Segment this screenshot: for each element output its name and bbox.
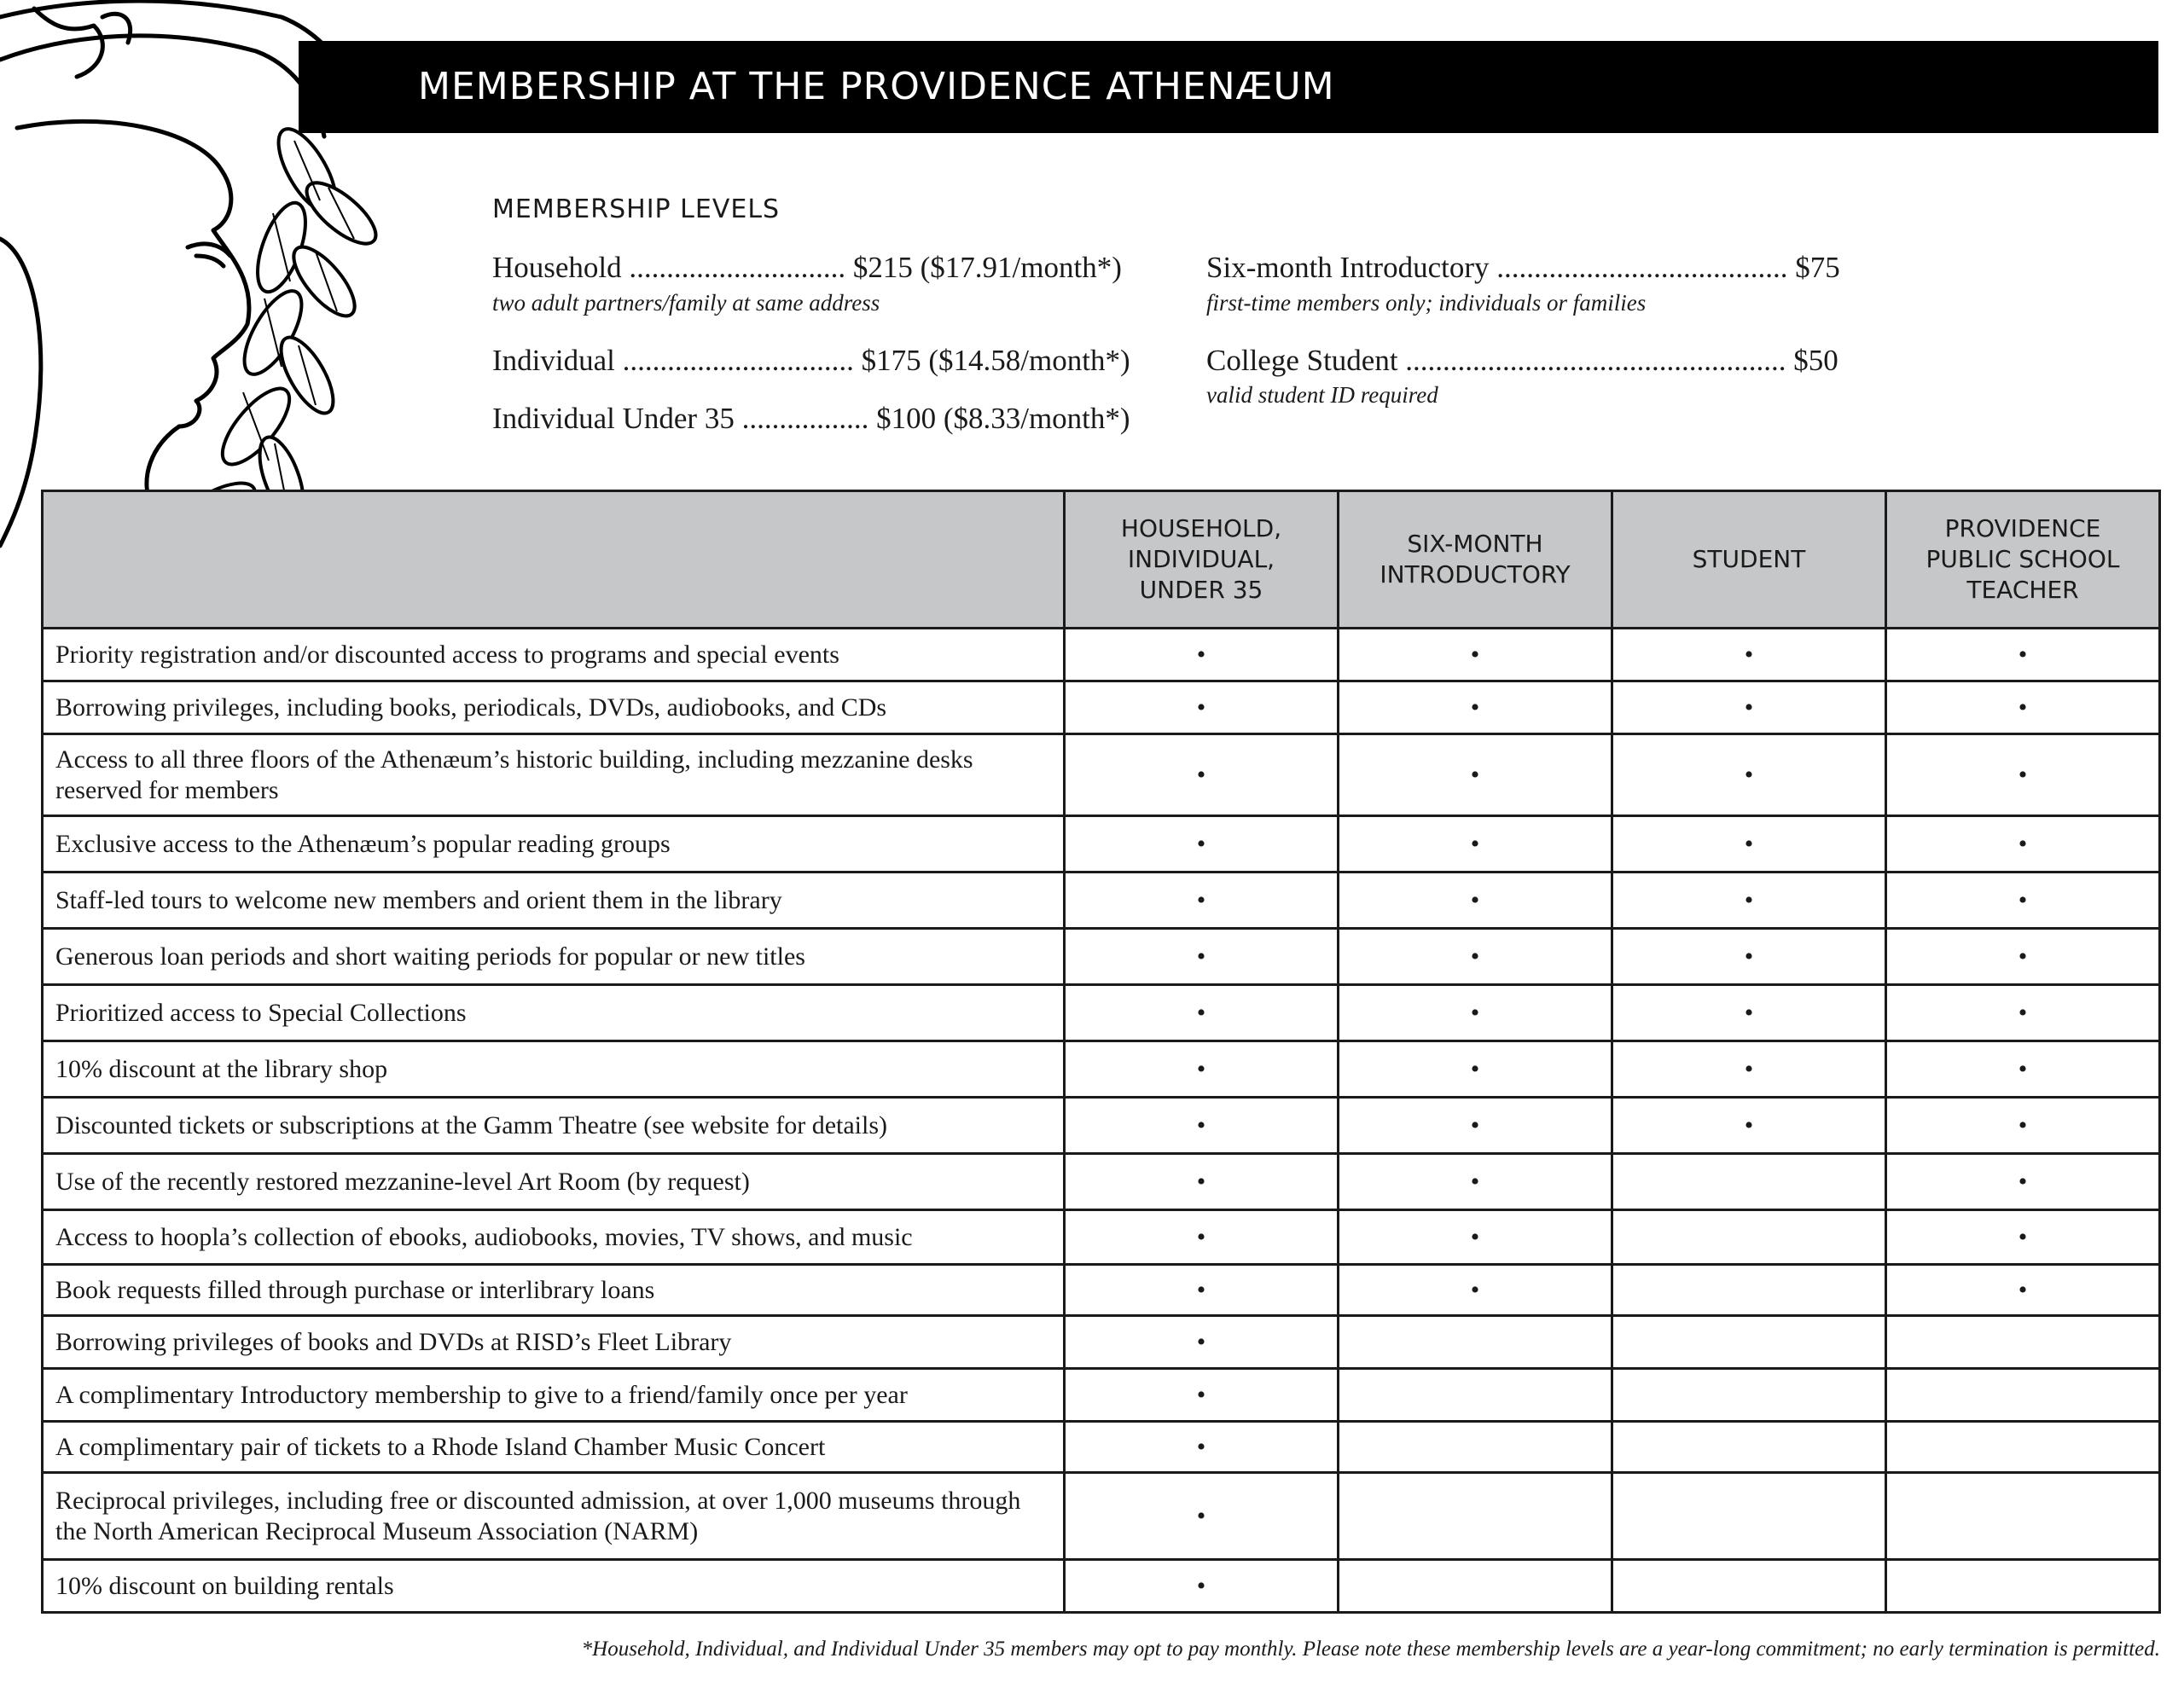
level-college-student: College Student ................................................... $50 — [1206, 344, 1838, 377]
bullet-mark: • — [1065, 1422, 1339, 1473]
bullet-mark: • — [1886, 1154, 2160, 1210]
header-household: HOUSEHOLD, INDIVIDUAL, UNDER 35 — [1065, 491, 1339, 629]
bullet-mark: • — [1612, 985, 1886, 1041]
header-benefit — [43, 491, 1065, 629]
empty-cell — [1886, 1369, 2160, 1422]
benefit-cell: Book requests filled through purchase or interlibrary loans — [43, 1265, 1065, 1316]
bullet-mark: • — [1065, 1154, 1339, 1210]
empty-cell — [1612, 1369, 1886, 1422]
empty-cell — [1612, 1560, 1886, 1613]
bullet-mark: • — [1886, 629, 2160, 681]
bullet-mark: • — [1339, 929, 1612, 985]
bullet-mark: • — [1339, 681, 1612, 734]
bullet-mark: • — [1886, 681, 2160, 734]
bullet-mark: • — [1886, 1210, 2160, 1265]
bullet-mark: • — [1339, 1154, 1612, 1210]
bullet-mark: • — [1339, 629, 1612, 681]
empty-cell — [1339, 1560, 1612, 1613]
empty-cell — [1339, 1369, 1612, 1422]
empty-cell — [1612, 1316, 1886, 1369]
bullet-mark: • — [1065, 985, 1339, 1041]
level-college-student-note: valid student ID required — [1206, 382, 1438, 408]
bullet-mark: • — [1612, 1041, 1886, 1098]
benefit-rows — [43, 629, 2160, 1613]
benefit-cell: Discounted tickets or subscriptions at the Gamm Theatre (see website for details) — [43, 1098, 1065, 1154]
header-student: STUDENT — [1612, 491, 1886, 629]
empty-cell — [1612, 1422, 1886, 1473]
table-row — [43, 1210, 2160, 1265]
benefit-cell: Prioritized access to Special Collections — [43, 985, 1065, 1041]
table-row — [43, 1560, 2160, 1613]
benefits-table — [41, 490, 2161, 1614]
bullet-mark: • — [1612, 681, 1886, 734]
table-row — [43, 1422, 2160, 1473]
bullet-mark: • — [1065, 734, 1339, 816]
table-row — [43, 1041, 2160, 1098]
bullet-mark: • — [1339, 1098, 1612, 1154]
bullet-mark: • — [1065, 1098, 1339, 1154]
bullet-mark: • — [1065, 1316, 1339, 1369]
table-row — [43, 629, 2160, 681]
empty-cell — [1886, 1422, 2160, 1473]
bullet-mark: • — [1065, 629, 1339, 681]
benefit-cell: Access to all three floors of the Athenæum’s historic building, including mezzanine desks reserved for members — [43, 734, 1065, 816]
bullet-mark: • — [1065, 872, 1339, 929]
bullet-mark: • — [1065, 681, 1339, 734]
bullet-mark: • — [1065, 1369, 1339, 1422]
bullet-mark: • — [1612, 872, 1886, 929]
benefit-cell: 10% discount at the library shop — [43, 1041, 1065, 1098]
table-row — [43, 681, 2160, 734]
bullet-mark: • — [1065, 1473, 1339, 1560]
benefit-cell: A complimentary Introductory membership to give to a friend/family once per year — [43, 1369, 1065, 1422]
footnote: *Household, Individual, and Individual Under 35 members may opt to pay monthly. Please note these membership levels are a year-long commitment; no early termination is permitted. — [581, 1638, 2160, 1661]
empty-cell — [1612, 1210, 1886, 1265]
level-individual-under-35: Individual Under 35 ................. $100 ($8.33/month*) — [492, 402, 1130, 435]
table-row — [43, 929, 2160, 985]
benefit-cell: A complimentary pair of tickets to a Rhode Island Chamber Music Concert — [43, 1422, 1065, 1473]
empty-cell — [1339, 1316, 1612, 1369]
bullet-mark: • — [1339, 1265, 1612, 1316]
title-banner — [299, 41, 2158, 133]
bullet-mark: • — [1065, 816, 1339, 872]
bullet-mark: • — [1612, 1098, 1886, 1154]
bullet-mark: • — [1612, 816, 1886, 872]
table-row — [43, 1265, 2160, 1316]
empty-cell — [1339, 1422, 1612, 1473]
benefit-cell: Exclusive access to the Athenæum’s popular reading groups — [43, 816, 1065, 872]
table-row — [43, 1316, 2160, 1369]
table-row — [43, 1369, 2160, 1422]
bullet-mark: • — [1886, 872, 2160, 929]
bullet-mark: • — [1339, 816, 1612, 872]
empty-cell — [1886, 1560, 2160, 1613]
benefit-cell: Use of the recently restored mezzanine-level Art Room (by request) — [43, 1154, 1065, 1210]
bullet-mark: • — [1886, 1041, 2160, 1098]
bullet-mark: • — [1886, 1265, 2160, 1316]
table-row — [43, 734, 2160, 816]
bullet-mark: • — [1065, 1210, 1339, 1265]
table-row — [43, 816, 2160, 872]
bullet-mark: • — [1339, 1041, 1612, 1098]
table-row — [43, 872, 2160, 929]
level-household-note: two adult partners/family at same address — [492, 290, 880, 316]
bullet-mark: • — [1612, 929, 1886, 985]
empty-cell — [1612, 1154, 1886, 1210]
benefit-cell: Borrowing privileges of books and DVDs at RISD’s Fleet Library — [43, 1316, 1065, 1369]
bullet-mark: • — [1339, 734, 1612, 816]
level-six-month: Six-month Introductory ....................................... $75 — [1206, 251, 1840, 284]
bullet-mark: • — [1339, 872, 1612, 929]
benefit-cell: Staff-led tours to welcome new members and orient them in the library — [43, 872, 1065, 929]
membership-levels-heading: MEMBERSHIP LEVELS — [492, 194, 781, 224]
bullet-mark: • — [1886, 985, 2160, 1041]
empty-cell — [1612, 1473, 1886, 1560]
table-row — [43, 1154, 2160, 1210]
benefit-cell: 10% discount on building rentals — [43, 1560, 1065, 1613]
benefit-cell: Access to hoopla’s collection of ebooks, audiobooks, movies, TV shows, and music — [43, 1210, 1065, 1265]
empty-cell — [1886, 1316, 2160, 1369]
benefit-cell: Generous loan periods and short waiting periods for popular or new titles — [43, 929, 1065, 985]
bullet-mark: • — [1065, 1041, 1339, 1098]
benefit-cell: Borrowing privileges, including books, periodicals, DVDs, audiobooks, and CDs — [43, 681, 1065, 734]
bullet-mark: • — [1065, 1265, 1339, 1316]
table-row — [43, 1098, 2160, 1154]
header-six-month: SIX-MONTH INTRODUCTORY — [1339, 491, 1612, 629]
bullet-mark: • — [1339, 985, 1612, 1041]
bullet-mark: • — [1886, 929, 2160, 985]
level-six-month-note: first-time members only; individuals or families — [1206, 290, 1647, 316]
empty-cell — [1339, 1473, 1612, 1560]
bullet-mark: • — [1886, 734, 2160, 816]
bullet-mark: • — [1065, 929, 1339, 985]
bullet-mark: • — [1612, 629, 1886, 681]
bullet-mark: • — [1065, 1560, 1339, 1613]
table-row — [43, 985, 2160, 1041]
level-individual: Individual ............................... $175 ($14.58/month*) — [492, 344, 1130, 377]
bullet-mark: • — [1339, 1210, 1612, 1265]
bullet-mark: • — [1886, 816, 2160, 872]
table-row — [43, 1473, 2160, 1560]
empty-cell — [1612, 1265, 1886, 1316]
header-teacher: PROVIDENCE PUBLIC SCHOOL TEACHER — [1886, 491, 2160, 629]
page-title: MEMBERSHIP AT THE PROVIDENCE ATHENÆUM — [418, 65, 1335, 108]
bullet-mark: • — [1886, 1098, 2160, 1154]
benefit-cell: Priority registration and/or discounted access to programs and special events — [43, 629, 1065, 681]
bullet-mark: • — [1612, 734, 1886, 816]
empty-cell — [1886, 1473, 2160, 1560]
benefit-cell: Reciprocal privileges, including free or discounted admission, at over 1,000 museums through the North American Reciprocal Museum Association (NARM) — [43, 1473, 1065, 1560]
level-household: Household ............................. $215 ($17.91/month*) — [492, 251, 1122, 284]
table-header-row — [43, 491, 2160, 629]
